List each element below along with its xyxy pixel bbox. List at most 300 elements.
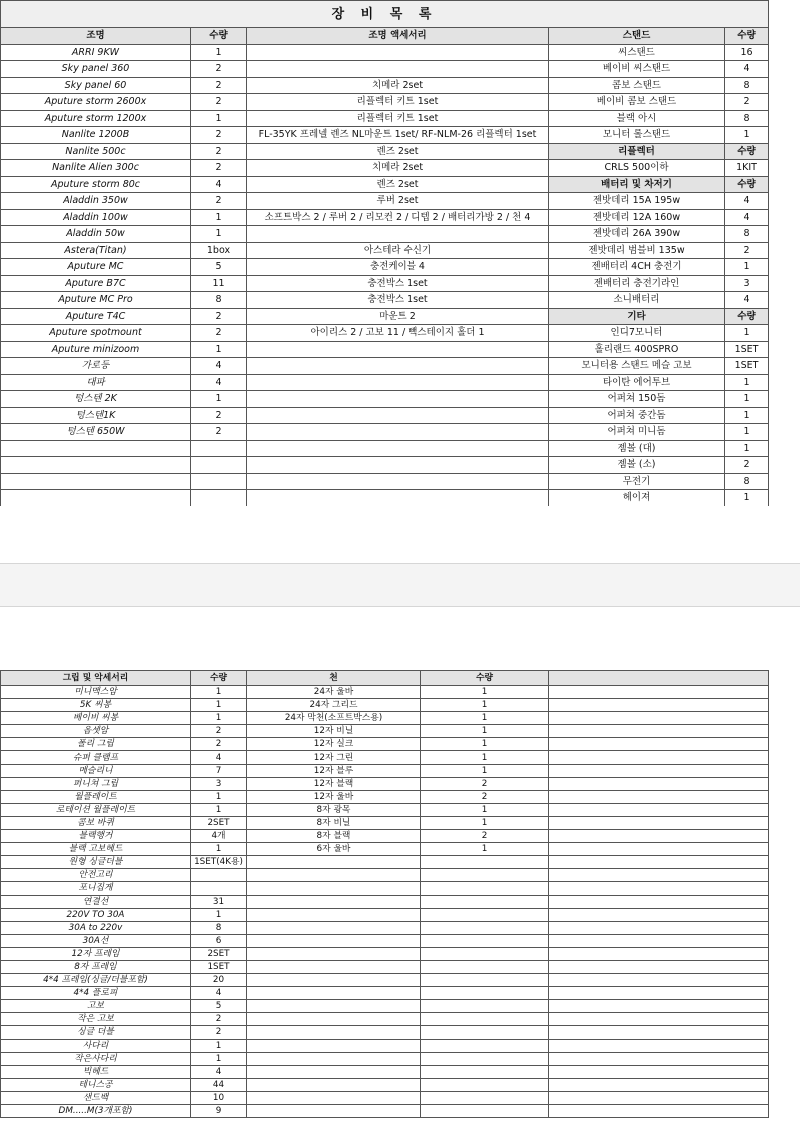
light-name-cell: 가로등 [1,358,191,375]
cloth-cell: 12자 블랙 [247,777,421,790]
stand-cell: 모니터 롤스탠드 [549,127,725,144]
light-qty-cell: 2 [191,127,247,144]
grip-qty-cell: 2SET [191,816,247,829]
stand-cell: 젠밧데리 26A 390w [549,226,725,243]
cloth-cell [247,934,421,947]
light-qty-cell: 1 [191,44,247,61]
stand-cell: 씨스탠드 [549,44,725,61]
blank-cell [549,934,769,947]
table-row [1,127,769,144]
grip-name-cell: 슈퍼 클램프 [1,751,191,764]
blank-cell [549,869,769,882]
accessory-cell: 렌즈 2set [247,143,549,160]
light-name-cell: Nanlite 500c [1,143,191,160]
stand-cell: 젠밧데리 범블비 135w [549,242,725,259]
table-row [1,712,769,725]
cloth-qty-cell: 2 [421,790,549,803]
stand-cell: 소니배터리 [549,292,725,309]
cloth-qty-cell [421,1052,549,1065]
cloth-qty-cell: 2 [421,777,549,790]
cloth-cell [247,1091,421,1104]
grip-qty-cell: 4 [191,1065,247,1078]
table-row [1,61,769,78]
grip-qty-cell: 2 [191,1026,247,1039]
light-name-cell: Aputure storm 2600x [1,94,191,111]
header-stand-qty: 수량 [725,28,769,45]
table-row [1,391,769,408]
blank-cell [549,699,769,712]
grip-qty-cell: 1SET [191,960,247,973]
light-qty-cell [191,473,247,490]
light-name-cell: 텅스텐 2K [1,391,191,408]
cloth-qty-cell [421,1013,549,1026]
table-row [1,292,769,309]
grip-name-cell: 베이비 씨봉 [1,712,191,725]
light-name-cell [1,473,191,490]
stand-cell: 어퍼쳐 미니돔 [549,424,725,441]
cloth-cell [247,1000,421,1013]
grip-name-cell: 콤보 바퀴 [1,816,191,829]
light-name-cell: 대파 [1,374,191,391]
stand-qty-cell: 1SET [725,341,769,358]
table-row [1,856,769,869]
blank-cell [549,790,769,803]
cloth-cell [247,921,421,934]
cloth-qty-cell [421,960,549,973]
grip-qty-cell: 1 [191,1052,247,1065]
light-qty-cell [191,490,247,507]
light-qty-cell: 2 [191,325,247,342]
accessory-cell [247,490,549,507]
table-row [1,1052,769,1065]
accessory-cell: 충전박스 1set [247,292,549,309]
table-row [1,882,769,895]
cloth-cell [247,869,421,882]
section-qty-header-cell: 수량 [725,176,769,193]
light-name-cell: Nanlite 1200B [1,127,191,144]
cloth-cell [247,960,421,973]
stand-qty-cell: 2 [725,242,769,259]
stand-qty-cell: 16 [725,44,769,61]
grip-name-cell: 작은 고보 [1,1013,191,1026]
section-header-cell: 기타 [549,308,725,325]
light-qty-cell: 8 [191,292,247,309]
grip-name-cell: 포니집게 [1,882,191,895]
header-qty: 수량 [191,28,247,45]
cloth-qty-cell: 2 [421,830,549,843]
grip-name-cell: 월플레이트 [1,790,191,803]
table-row [1,934,769,947]
cloth-qty-cell [421,869,549,882]
grip-qty-cell: 4 [191,751,247,764]
light-name-cell [1,457,191,474]
blank-cell [549,712,769,725]
grip-qty-cell: 44 [191,1078,247,1091]
accessory-cell: 아스테라 수신기 [247,242,549,259]
grip-name-cell: 싱글 더블 [1,1026,191,1039]
section-qty-header-cell: 수량 [725,143,769,160]
blank-cell [549,843,769,856]
table-row [1,457,769,474]
accessory-cell [247,358,549,375]
blank-cell [549,882,769,895]
accessory-cell: FL-35YK 프레넬 렌즈 NL마운트 1set/ RF-NLM-26 리플렉터 1set [247,127,549,144]
grip-qty-cell: 1 [191,803,247,816]
light-qty-cell: 2 [191,160,247,177]
table-row [1,1065,769,1078]
cloth-cell: 24자 울바 [247,686,421,699]
blank-cell [549,1078,769,1091]
blank-cell [549,777,769,790]
cloth-cell: 12자 그린 [247,751,421,764]
light-qty-cell: 2 [191,61,247,78]
stand-qty-cell: 3 [725,275,769,292]
grip-qty-cell: 31 [191,895,247,908]
grip-name-cell: 샌드백 [1,1091,191,1104]
cloth-cell: 12자 실크 [247,738,421,751]
stand-cell: 무전기 [549,473,725,490]
table-row [1,358,769,375]
light-name-cell: ARRI 9KW [1,44,191,61]
grip-name-cell: 4*4 플로피 [1,987,191,1000]
blank-cell [549,1026,769,1039]
stand-qty-cell: 1 [725,424,769,441]
table-row [1,308,769,325]
light-name-cell: Aladdin 350w [1,193,191,210]
stand-cell: 어퍼쳐 중간돔 [549,407,725,424]
light-name-cell: Aladdin 50w [1,226,191,243]
header-blank [549,671,769,686]
cloth-qty-cell [421,1026,549,1039]
cloth-cell [247,882,421,895]
accessory-cell [247,391,549,408]
grip-name-cell: 퍼니쳐 그립 [1,777,191,790]
page-separator [0,506,800,666]
grip-table [0,670,769,1118]
cloth-qty-cell [421,882,549,895]
stand-qty-cell: 2 [725,94,769,111]
accessory-cell [247,457,549,474]
blank-cell [549,686,769,699]
light-name-cell: Astera(Titan) [1,242,191,259]
blank-cell [549,974,769,987]
table-row [1,440,769,457]
table-row [1,176,769,193]
cloth-qty-cell: 1 [421,803,549,816]
accessory-cell: 소프트박스 2 / 루버 2 / 리모컨 2 / 디텝 2 / 배터리가방 2 / 천 4 [247,209,549,226]
stand-cell: 젬볼 (소) [549,457,725,474]
table-row [1,1039,769,1052]
stand-qty-cell: 8 [725,226,769,243]
grip-name-cell: 고보 [1,1000,191,1013]
cloth-qty-cell: 1 [421,764,549,777]
table-row [1,686,769,699]
accessory-cell: 치메라 2set [247,160,549,177]
cloth-qty-cell: 1 [421,751,549,764]
light-qty-cell: 1 [191,110,247,127]
stand-qty-cell: 4 [725,61,769,78]
light-name-cell: 텅스텐 650W [1,424,191,441]
blank-cell [549,1000,769,1013]
light-qty-cell: 4 [191,374,247,391]
stand-cell: 홀리랜드 400SPRO [549,341,725,358]
stand-qty-cell: 4 [725,193,769,210]
table-row [1,226,769,243]
cloth-cell [247,1013,421,1026]
grip-name-cell: 작은사다리 [1,1052,191,1065]
table-row [1,143,769,160]
header-grip-qty: 수량 [191,671,247,686]
grip-name-cell: 미니맥스암 [1,686,191,699]
light-name-cell: Sky panel 60 [1,77,191,94]
grip-name-cell: 8자 프레임 [1,960,191,973]
blank-cell [549,1052,769,1065]
grip-name-cell: 빅헤드 [1,1065,191,1078]
stand-cell: 젠배터리 4CH 충전기 [549,259,725,276]
cloth-qty-cell: 1 [421,738,549,751]
grip-qty-cell: 1 [191,712,247,725]
cloth-cell [247,987,421,1000]
light-qty-cell: 1box [191,242,247,259]
grip-qty-cell: 1 [191,843,247,856]
cloth-qty-cell [421,1078,549,1091]
table-row [1,275,769,292]
equipment-table [0,0,769,507]
table-row [1,1078,769,1091]
cloth-qty-cell [421,1000,549,1013]
blank-cell [549,908,769,921]
light-name-cell: Aputure storm 1200x [1,110,191,127]
cloth-cell: 12자 블루 [247,764,421,777]
light-qty-cell: 1 [191,209,247,226]
stand-cell: 젠밧데리 12A 160w [549,209,725,226]
table-row [1,374,769,391]
table-row [1,77,769,94]
grip-name-cell: 12자 프레임 [1,947,191,960]
table-row [1,699,769,712]
blank-cell [549,987,769,1000]
cloth-cell [247,1078,421,1091]
blank-cell [549,960,769,973]
table-row [1,816,769,829]
accessory-cell [247,61,549,78]
blank-cell [549,1013,769,1026]
accessory-cell [247,226,549,243]
light-qty-cell: 2 [191,77,247,94]
stand-qty-cell: 1 [725,259,769,276]
blank-cell [549,751,769,764]
table-row [1,987,769,1000]
cloth-cell [247,1065,421,1078]
light-qty-cell: 5 [191,259,247,276]
section-header-cell: 배터리 및 차저기 [549,176,725,193]
accessory-cell [247,341,549,358]
accessory-cell: 리플렉터 키트 1set [247,110,549,127]
grip-qty-cell [191,869,247,882]
cloth-cell: 24자 그리드 [247,699,421,712]
header-cloth: 천 [247,671,421,686]
light-qty-cell: 2 [191,424,247,441]
grip-qty-cell: 3 [191,777,247,790]
grip-name-cell: 4*4 프레임(싱글/더블포함) [1,974,191,987]
table-row [1,473,769,490]
table-row [1,490,769,507]
blank-cell [549,764,769,777]
table-row [1,407,769,424]
blank-cell [549,921,769,934]
stand-qty-cell: 1 [725,391,769,408]
grip-name-cell: 테니스공 [1,1078,191,1091]
light-name-cell: Aputure storm 80c [1,176,191,193]
light-name-cell: 텅스텐1K [1,407,191,424]
table-row [1,193,769,210]
table-row [1,1105,769,1118]
table-row [1,738,769,751]
table-row [1,1013,769,1026]
grip-qty-cell: 5 [191,1000,247,1013]
header-accessory: 조명 액세서리 [247,28,549,45]
cloth-cell [247,974,421,987]
stand-cell: 모니터용 스탠드 메슬 고보 [549,358,725,375]
stand-cell: 젬볼 (대) [549,440,725,457]
stand-qty-cell: 1SET [725,358,769,375]
grip-name-cell: 30A선 [1,934,191,947]
table-row [1,209,769,226]
stand-cell: 콤보 스탠드 [549,77,725,94]
accessory-cell: 렌즈 2set [247,176,549,193]
light-name-cell [1,490,191,507]
stand-cell: 타이탄 에어투브 [549,374,725,391]
grip-qty-cell: 1 [191,790,247,803]
grip-name-cell: 블랙행거 [1,830,191,843]
table-row [1,1026,769,1039]
cloth-cell [247,908,421,921]
cloth-qty-cell [421,974,549,987]
section-qty-header-cell: 수량 [725,308,769,325]
accessory-cell: 루버 2set [247,193,549,210]
grip-name-cell: 안전고리 [1,869,191,882]
light-name-cell: Aputure T4C [1,308,191,325]
table-row [1,895,769,908]
cloth-cell [247,1052,421,1065]
accessory-cell: 충전케이블 4 [247,259,549,276]
blank-cell [549,803,769,816]
stand-qty-cell: 2 [725,457,769,474]
grip-qty-cell: 2 [191,738,247,751]
stand-cell: 젠밧데리 15A 195w [549,193,725,210]
grip-qty-cell: 20 [191,974,247,987]
stand-cell: 인디7모니터 [549,325,725,342]
table-row [1,777,769,790]
light-name-cell [1,440,191,457]
grip-name-cell: 폴리 그립 [1,738,191,751]
stand-qty-cell: 4 [725,292,769,309]
accessory-cell [247,374,549,391]
light-qty-cell: 2 [191,407,247,424]
grip-name-cell: 연결선 [1,895,191,908]
stand-qty-cell: 1 [725,490,769,507]
cloth-cell: 12자 비닐 [247,725,421,738]
blank-cell [549,830,769,843]
stand-qty-cell: 8 [725,110,769,127]
table-row [1,974,769,987]
sheet-title: 장 비 목 록 [1,1,769,28]
cloth-qty-cell [421,947,549,960]
accessory-cell [247,407,549,424]
stand-qty-cell: 1KIT [725,160,769,177]
accessory-cell: 마운트 2 [247,308,549,325]
grip-name-cell: DM.....M(3개포함) [1,1105,191,1118]
grip-qty-cell: 4 [191,987,247,1000]
blank-cell [549,1091,769,1104]
stand-cell: 베이비 씨스탠드 [549,61,725,78]
table-row [1,160,769,177]
table-row [1,1000,769,1013]
light-qty-cell: 4 [191,358,247,375]
table-row [1,259,769,276]
grip-qty-cell: 4개 [191,830,247,843]
blank-cell [549,816,769,829]
accessory-cell: 충전박스 1set [247,275,549,292]
stand-qty-cell: 1 [725,325,769,342]
light-qty-cell [191,440,247,457]
blank-cell [549,1105,769,1118]
table-row [1,803,769,816]
table-row [1,44,769,61]
grip-name-cell: 220V TO 30A [1,908,191,921]
light-name-cell: Aputure MC [1,259,191,276]
light-qty-cell: 11 [191,275,247,292]
table-row [1,908,769,921]
table-row [1,960,769,973]
light-name-cell: Aladdin 100w [1,209,191,226]
accessory-cell [247,424,549,441]
cloth-cell [247,856,421,869]
light-name-cell: Aputure minizoom [1,341,191,358]
grip-name-cell: 30A to 220v [1,921,191,934]
stand-cell: 어퍼쳐 150돔 [549,391,725,408]
table-row [1,921,769,934]
grip-qty-cell: 10 [191,1091,247,1104]
table-row [1,1091,769,1104]
table-row [1,751,769,764]
cloth-cell [247,895,421,908]
cloth-qty-cell: 1 [421,699,549,712]
blank-cell [549,947,769,960]
cloth-qty-cell: 1 [421,686,549,699]
section-header-cell: 리플렉터 [549,143,725,160]
grip-qty-cell [191,882,247,895]
light-qty-cell [191,457,247,474]
header-stand: 스탠드 [549,28,725,45]
grip-name-cell: 메슬리니 [1,764,191,777]
stand-cell: 블랙 아시 [549,110,725,127]
light-name-cell: Aputure spotmount [1,325,191,342]
light-name-cell: Aputure MC Pro [1,292,191,309]
accessory-cell: 아이리스 2 / 고보 11 / 빽스테이지 홀더 1 [247,325,549,342]
light-qty-cell: 1 [191,391,247,408]
accessory-cell: 치메라 2set [247,77,549,94]
table-row [1,325,769,342]
cloth-qty-cell [421,895,549,908]
grip-qty-cell: 1 [191,1039,247,1052]
table-row [1,790,769,803]
stand-qty-cell: 1 [725,127,769,144]
cloth-qty-cell [421,1105,549,1118]
grip-qty-cell: 1 [191,686,247,699]
grip-name-cell: 로테이션 월플레이트 [1,803,191,816]
stand-qty-cell: 1 [725,440,769,457]
